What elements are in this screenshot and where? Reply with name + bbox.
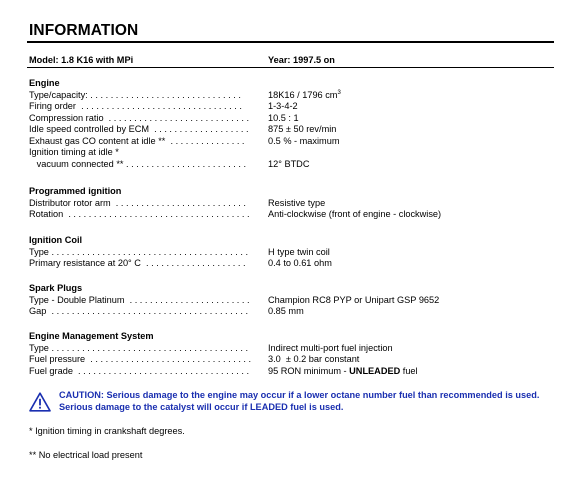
spec-row xyxy=(29,209,554,221)
spec-label: Ignition timing at idle * xyxy=(29,147,119,157)
section-heading: Programmed ignition xyxy=(29,186,122,196)
spec-value: 0.4 to 0.61 ohm xyxy=(268,258,332,268)
section-programmed-ignition xyxy=(29,186,554,221)
spec-value: 18K16 / 1796 $cm^3$ xyxy=(268,89,341,100)
spec-row xyxy=(29,306,554,318)
spec-label: Fuel pressure . . . . . . . . . . . . . . . . . . . . . . . . . . . . . . . . xyxy=(29,354,252,364)
spec-value: 1-3-4-2 xyxy=(268,101,298,111)
section-heading: Ignition Coil xyxy=(29,235,83,245)
spec-label: Fuel grade . . . . . . . . . . . . . . . . . . . . . . . . . . . . . . . . . . xyxy=(29,365,250,376)
spec-value: 3.0 ± 0.2 bar constant xyxy=(268,354,360,364)
spec-row xyxy=(29,90,554,102)
spec-row xyxy=(29,343,554,355)
spec-value: Champion RC8 PYP or Unipart GSP 9652 xyxy=(268,294,440,305)
spec-value: 0.85 mm xyxy=(268,306,304,316)
caution-text: CAUTION: Serious damage to the engine may occur if a lower octane number fuel than recommended is used. Serious damage to the catalyst will occur if LEADED fuel is used. xyxy=(59,390,540,412)
spec-row xyxy=(29,354,554,366)
model-divider xyxy=(27,67,554,68)
spec-value: Anti-clockwise (front of engine - clockwise) xyxy=(268,209,442,219)
spec-label: Firing order . . . . . . . . . . . . . . . . . . . . . . . . . . . . . . . . xyxy=(29,101,242,111)
spec-label: Exhaust gas CO content at idle ** . . . . . . . . . . . . . . . xyxy=(29,135,245,146)
caution-box xyxy=(29,388,554,418)
spec-label: Type - Double Platinum . . . . . . . . . . . . . . . . . . . . . . . . xyxy=(29,294,250,305)
spec-label: Gap . . . . . . . . . . . . . . . . . . . . . . . . . . . . . . . . . . . . . . . xyxy=(29,306,249,316)
spec-label: Type . . . . . . . . . . . . . . . . . . . . . . . . . . . . . . . . . . . . . . . xyxy=(29,246,249,257)
spec-row xyxy=(29,147,554,159)
spec-value: Indirect multi-port fuel injection xyxy=(268,342,393,353)
footnote-electrical-load: ** No electrical load present xyxy=(29,450,143,460)
spec-row xyxy=(29,295,554,307)
model-label: Model: 1.8 K16 with MPi xyxy=(29,55,134,65)
spec-label: Type . . . . . . . . . . . . . . . . . . . . . . . . . . . . . . . . . . . . . . . xyxy=(29,342,249,353)
section-heading: Spark Plugs xyxy=(29,283,83,293)
section-heading: Engine xyxy=(29,78,60,88)
section-heading: Engine Management System xyxy=(29,331,154,341)
section-spark-plugs xyxy=(29,283,554,318)
spec-row xyxy=(29,124,554,136)
spec-value: 95 RON minimum - UNLEADED fuel xyxy=(268,365,418,376)
spec-value: 0.5 % - maximum xyxy=(268,135,340,146)
spec-row xyxy=(29,159,554,171)
spec-value: 875 ± 50 rev/min xyxy=(268,124,337,134)
warning-triangle-icon xyxy=(29,392,51,412)
spec-row xyxy=(29,101,554,113)
spec-label: Distributor rotor arm . . . . . . . . . . . . . . . . . . . . . . . . . . xyxy=(29,197,246,208)
spec-value: Resistive type xyxy=(268,197,326,208)
spec-row xyxy=(29,366,554,378)
spec-label: vacuum connected ** . . . . . . . . . . . . . . . . . . . . . . . . xyxy=(29,158,247,169)
page-title: INFORMATION xyxy=(29,22,139,39)
spec-value: 10.5 : 1 xyxy=(268,112,299,123)
superscript: 3 xyxy=(337,89,341,96)
spec-row xyxy=(29,258,554,270)
spec-value: H type twin coil xyxy=(268,246,330,257)
spec-value: 12° BTDC xyxy=(268,158,310,169)
spec-label: Type/capacity: . . . . . . . . . . . . . . . . . . . . . . . . . . . . . . xyxy=(29,89,241,100)
spec-row xyxy=(29,198,554,210)
spec-label: Idle speed controlled by ECM . . . . . . . . . . . . . . . . . . . xyxy=(29,124,249,134)
spec-row xyxy=(29,247,554,259)
spec-label: Compression ratio . . . . . . . . . . . . . . . . . . . . . . . . . . . . xyxy=(29,112,250,123)
model-year: Year: 1997.5 on xyxy=(268,55,335,65)
section-ignition-coil xyxy=(29,235,554,270)
title-divider xyxy=(27,41,554,43)
section-engine xyxy=(29,78,554,170)
spec-label: Rotation . . . . . . . . . . . . . . . . . . . . . . . . . . . . . . . . . . . . xyxy=(29,209,250,219)
spec-label: Primary resistance at 20° C . . . . . . . . . . . . . . . . . . . . xyxy=(29,258,246,268)
emphasis-unleaded: UNLEADED xyxy=(349,365,401,376)
spec-row xyxy=(29,136,554,148)
section-engine-management xyxy=(29,331,554,377)
footnote-ignition-timing: * Ignition timing in crankshaft degrees. xyxy=(29,426,185,436)
spec-row xyxy=(29,113,554,125)
